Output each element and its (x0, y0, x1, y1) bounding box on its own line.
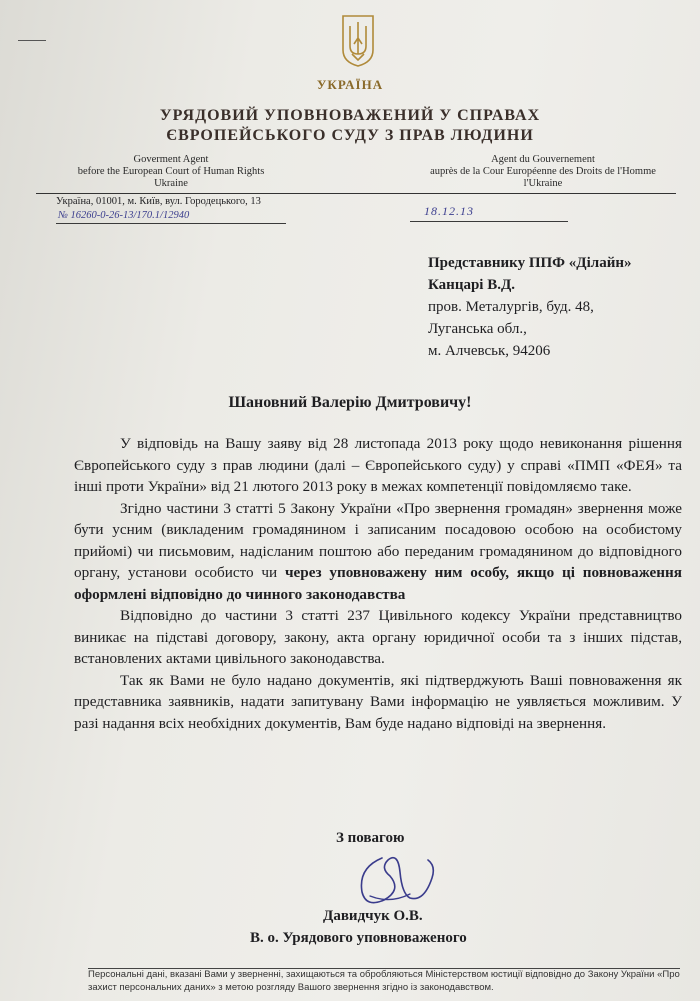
recipient-region: Луганська обл., (428, 321, 527, 337)
agent-english-block (40, 154, 302, 190)
agent-french-line: l'Ukraine (523, 178, 563, 189)
agent-french-line: auprès de la Cour Européenne des Droits de l'Homme (430, 166, 656, 177)
privacy-footnote: Персональні дані, вказані Вами у зверненні, захищаються та обробляються Міністерством юстиції відповідно до Закону України «Про захист персональних даних» з метою розгляду Вашого звернення згідно із законодавством. (88, 969, 680, 993)
reference-number: № 16260-0-26-13/170.1/12940 (58, 210, 190, 221)
body-paragraph: Так як Вами не було надано документів, які підтверджують Ваші повноваження як представника заявників, надати запитувану Вами інформацію не уявляється можливим. У разі надання всіх необхідних документів, Вам буде надано відповіді на звернення. (74, 671, 682, 732)
sender-address: Україна, 01001, м. Київ, вул. Городецького, 13 (56, 196, 261, 207)
paragraph-text: Згідно частини 3 статті 5 Закону України «Про звернення громадян» звернення може бути усним (викладеним громадянином і записаним посадовою особою на особистому прийомі) чи письмовим, надісланим поштою або переданим громадянином до відповідного органу, установи особисто чи (74, 499, 682, 581)
body-paragraph: Відповідно до частини 3 статті 237 Цивільного кодексу України представництво виникає на підставі договору, закону, акта органу юридичної особи та з інших підстав, встановлених актами цивільного законодавства. (74, 607, 682, 667)
closing-phrase: З повагою (336, 830, 405, 846)
recipient-city: м. Алчевськ, 94206 (428, 343, 551, 359)
institution-title-line2: ЄВРОПЕЙСЬКОГО СУДУ З ПРАВ ЛЮДИНИ (166, 127, 534, 144)
paragraph-bold-text: через уповноважену ним особу, якщо ці повноваження оформлені відповідно до чинного законодавства (74, 564, 682, 603)
signer-name: Давидчук О.В. (323, 908, 423, 924)
agent-french-block (396, 154, 690, 190)
agent-english-line: before the European Court of Human Rights (77, 166, 265, 177)
body-paragraph: У відповідь на Вашу заяву від 28 листопада 2013 року щодо невиконання рішення Європейського суду з прав людини (далі – Європейського суду) у справі «ПМП «ФЕЯ» та інші проти України» від 21 лютого 2013 року в межах компетенції повідомляємо таке. (74, 435, 682, 495)
signer-position: В. о. Урядового уповноваженого (250, 930, 467, 946)
recipient-street: пров. Металургів, буд. 48, (428, 299, 594, 315)
trident-emblem-icon (340, 14, 376, 68)
letter-body (74, 433, 682, 734)
fold-mark (18, 40, 46, 41)
agent-english-line: Goverment Agent (133, 154, 209, 165)
agent-french-line: Agent du Gouvernement (491, 154, 595, 165)
header-divider (36, 193, 676, 194)
recipient-name: Канцарі В.Д. (428, 277, 516, 293)
recipient-line1: Представнику ППФ «Ділайн» (428, 255, 632, 271)
date-underline (410, 221, 568, 222)
institution-title-line1: УРЯДОВИЙ УПОВНОВАЖЕНИЙ У СПРАВАХ (159, 107, 541, 124)
country-name: УКРАЇНА (316, 77, 384, 92)
salutation: Шановний Валерію Дмитровичу! (228, 394, 472, 411)
letter-date: 18.12.13 (424, 204, 474, 218)
agent-english-line: Ukraine (154, 178, 188, 189)
reference-underline (56, 223, 286, 224)
handwritten-signature (340, 838, 460, 918)
body-paragraph (74, 498, 682, 606)
